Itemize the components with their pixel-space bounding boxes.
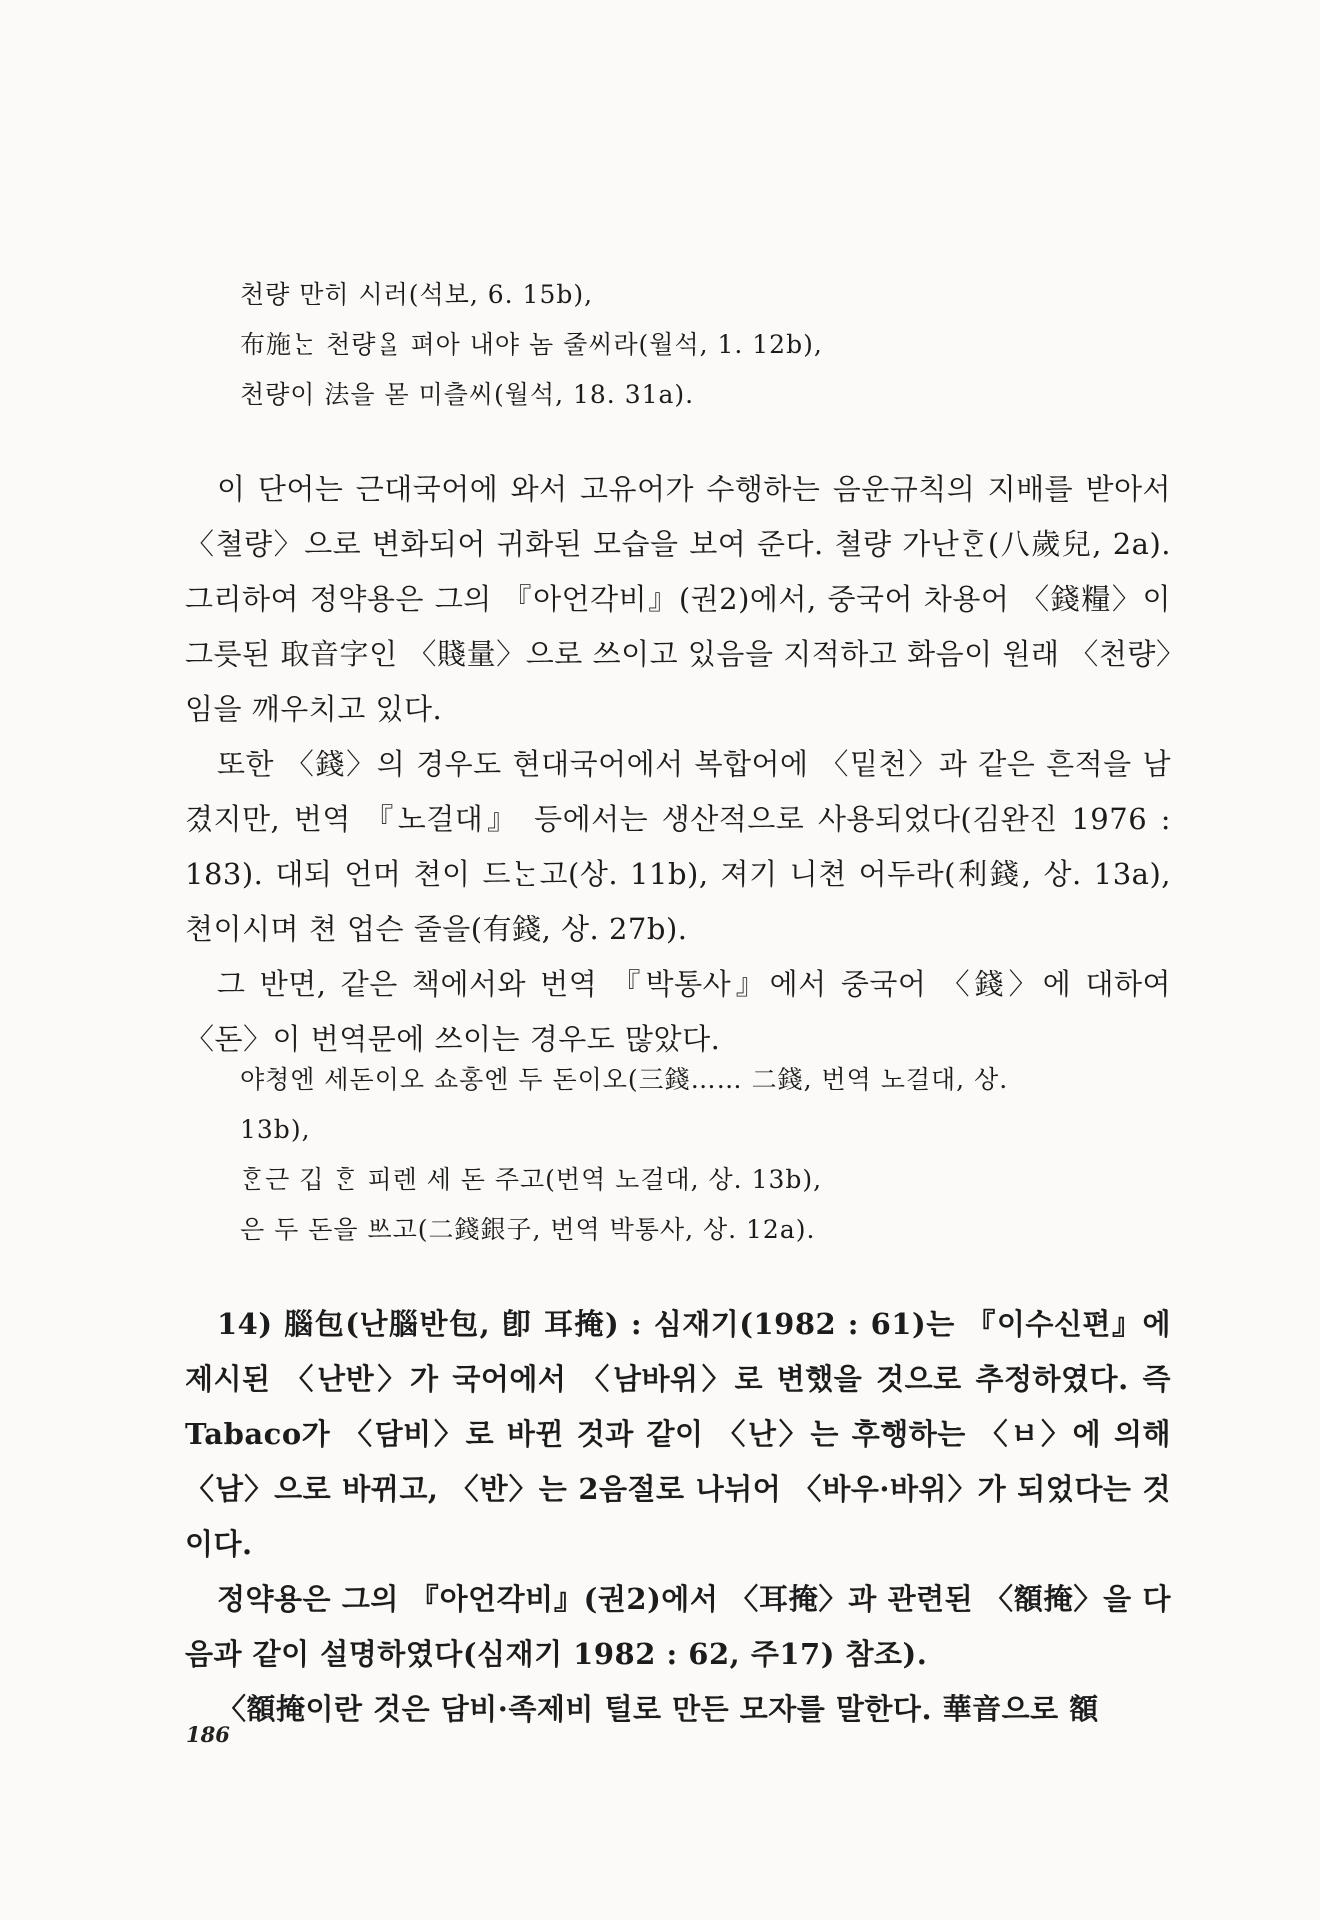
body-text-1 [185, 462, 1171, 1067]
example-line: 은 두 돈을 ᄡᅳ고(二錢銀子, 번역 박통사, 상. 12a). [240, 1215, 816, 1244]
paragraph: 정약용은 그의 『아언각비』(권2)에서 〈耳掩〉과 관련된 〈額掩〉을 다음과 같이 설명하였다(심재기 1982 : 62, 주17) 참조). [185, 1582, 1171, 1671]
paragraph: 그 반면, 같은 책에서와 번역 『박통사』에서 중국어 〈錢〉에 대하여 〈돈〉이 번역문에 쓰이는 경우도 많았다. [185, 967, 1171, 1056]
footnote-paragraph: 14) 腦包(난腦반包, 卽 耳掩) : 심재기(1982 : 61)는 『이수신편』에 제시된 〈난반〉가 국어에서 〈남바위〉로 변했을 것으로 추정하였다. 즉 Tabaco가 〈담비〉로 바뀐 것과 같이 〈난〉는 후행하는 〈ㅂ〉에 의해 〈남〉으로 바뀌고, 〈반〉는 2음절로 나뉘어 〈바우·바위〉가 되었다는 것이다. [185, 1307, 1171, 1561]
example-line: 布施ᄂᆞᆫ 천량ᄋᆞᆯ 펴아 내야 놈 줄씨라(월석, 1. 12b), [240, 330, 823, 359]
paragraph: 또한 〈錢〉의 경우도 현대국어에서 복합어에 〈밑천〉과 같은 흔적을 남겼지만, 번역 『노걸대』 등에서는 생산적으로 사용되었다(김완진 1976 : 183). 대되 언머 쳔이 드ᄂᆞᆫ고(상. 11b), 져기 니쳔 어두라(利錢, 상. 13a), 쳔이시며 쳔 업슨 줄을(有錢, 상. 27b). [185, 747, 1171, 946]
example-line: ᄒᆞᆫ근 깁 ᄒᆞᆫ 피렌 세 돈 주고(번역 노걸대, 상. 13b), [240, 1165, 823, 1194]
example-block-top [185, 270, 1171, 420]
paragraph: 이 단어는 근대국어에 와서 고유어가 수행하는 음운규칙의 지배를 받아서 〈쳘량〉으로 변화되어 귀화된 모습을 보여 준다. 쳘량 가난ᄒᆞᆫ(八歲兒, 2a). 그리하여 정약용은 그의 『아언각비』(권2)에서, 중국어 차용어 〈錢糧〉이 그릇된 取音字인 〈賤量〉으로 쓰이고 있음을 지적하고 화음이 원래 〈천량〉임을 깨우치고 있다. [185, 472, 1171, 726]
paragraph: 〈額掩이란 것은 담비·족제비 털로 만든 모자를 말한다. 華音으로 額 [217, 1692, 1099, 1726]
example-line-continuation: 13b), [240, 1115, 311, 1144]
example-line: 천량이 法을 몯 미츨씨(월석, 18. 31a). [240, 380, 695, 409]
body-text-2 [185, 1297, 1171, 1737]
example-line: 천량 만히 시러(석보, 6. 15b), [240, 280, 594, 309]
example-line: 야쳥엔 세돈이오 쇼홍엔 두 돈이오(三錢…… 二錢, 번역 노걸대, 상. [240, 1065, 1009, 1094]
example-block-bottom [185, 1055, 1171, 1255]
page-number: 186 [186, 1722, 230, 1747]
